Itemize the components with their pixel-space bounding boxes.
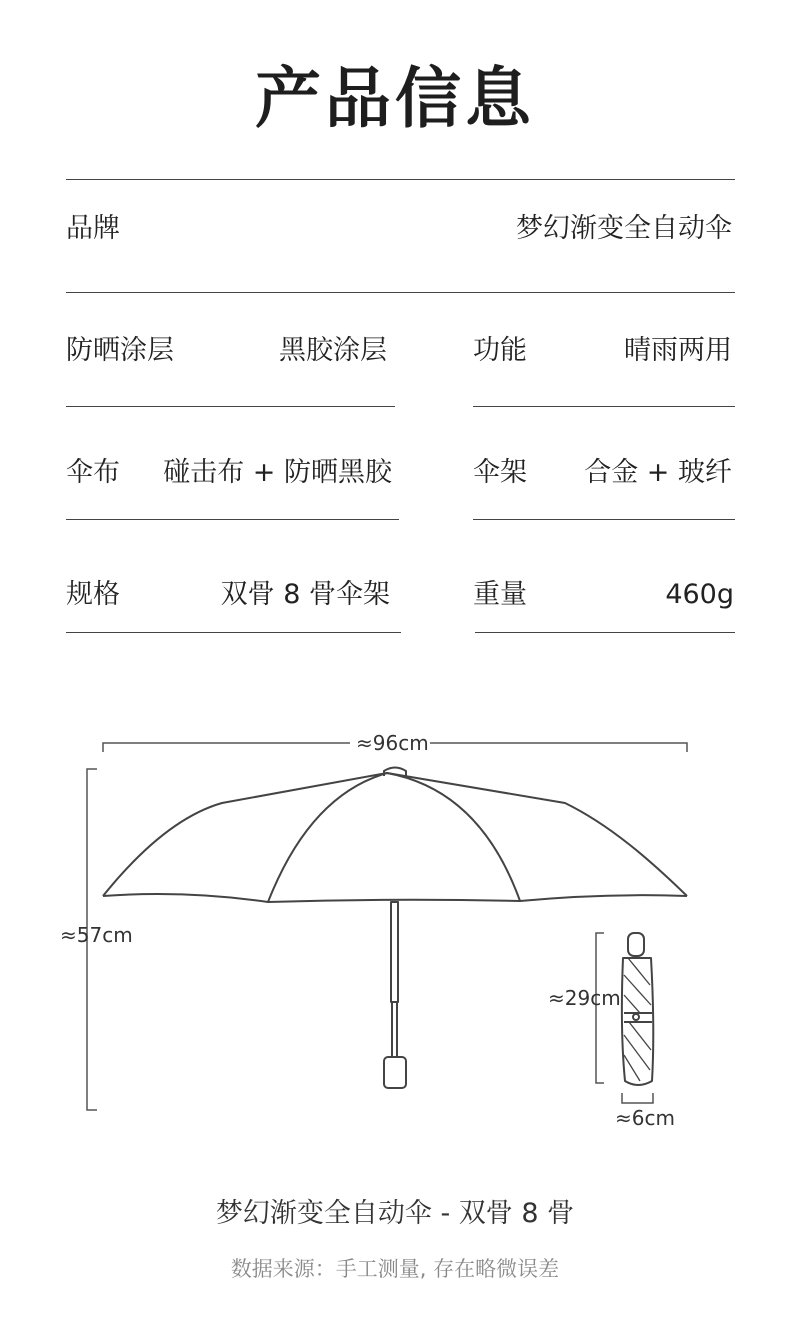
- folded-diameter-dimension: ≈6cm: [615, 1106, 675, 1130]
- spec-label-coating: 防晒涂层: [66, 335, 174, 366]
- page-title: 产品信息: [255, 60, 535, 137]
- brand-label: 品牌: [66, 213, 120, 244]
- spec-label-frame: 伞架: [473, 457, 527, 488]
- spec-label-weight: 重量: [473, 579, 527, 610]
- spec-label-fabric: 伞布: [66, 457, 120, 488]
- spec-value-fabric: 碰击布 + 防晒黑胶: [163, 457, 392, 488]
- spec-label-function: 功能: [473, 335, 527, 366]
- measurement-note: 数据来源：手工测量, 存在略微误差: [230, 1257, 560, 1281]
- spec-value-frame: 合金 + 玻纤: [584, 457, 732, 488]
- spec-value-spec: 双骨 8 骨伞架: [220, 579, 390, 610]
- folded-umbrella-icon: [622, 933, 653, 1085]
- spec-value-function: 晴雨两用: [624, 335, 732, 366]
- spec-value-weight: 460g: [665, 579, 734, 610]
- open-height-dimension: ≈57cm: [60, 923, 133, 947]
- open-width-dimension: ≈96cm: [356, 731, 429, 755]
- spec-label-spec: 规格: [66, 579, 120, 610]
- open-umbrella-icon: [103, 768, 687, 1089]
- product-name: 梦幻渐变全自动伞 - 双骨 8 骨: [215, 1198, 575, 1229]
- brand-value: 梦幻渐变全自动伞: [516, 213, 732, 244]
- folded-length-dimension: ≈29cm: [548, 986, 621, 1010]
- spec-value-coating: 黑胶涂层: [279, 335, 387, 366]
